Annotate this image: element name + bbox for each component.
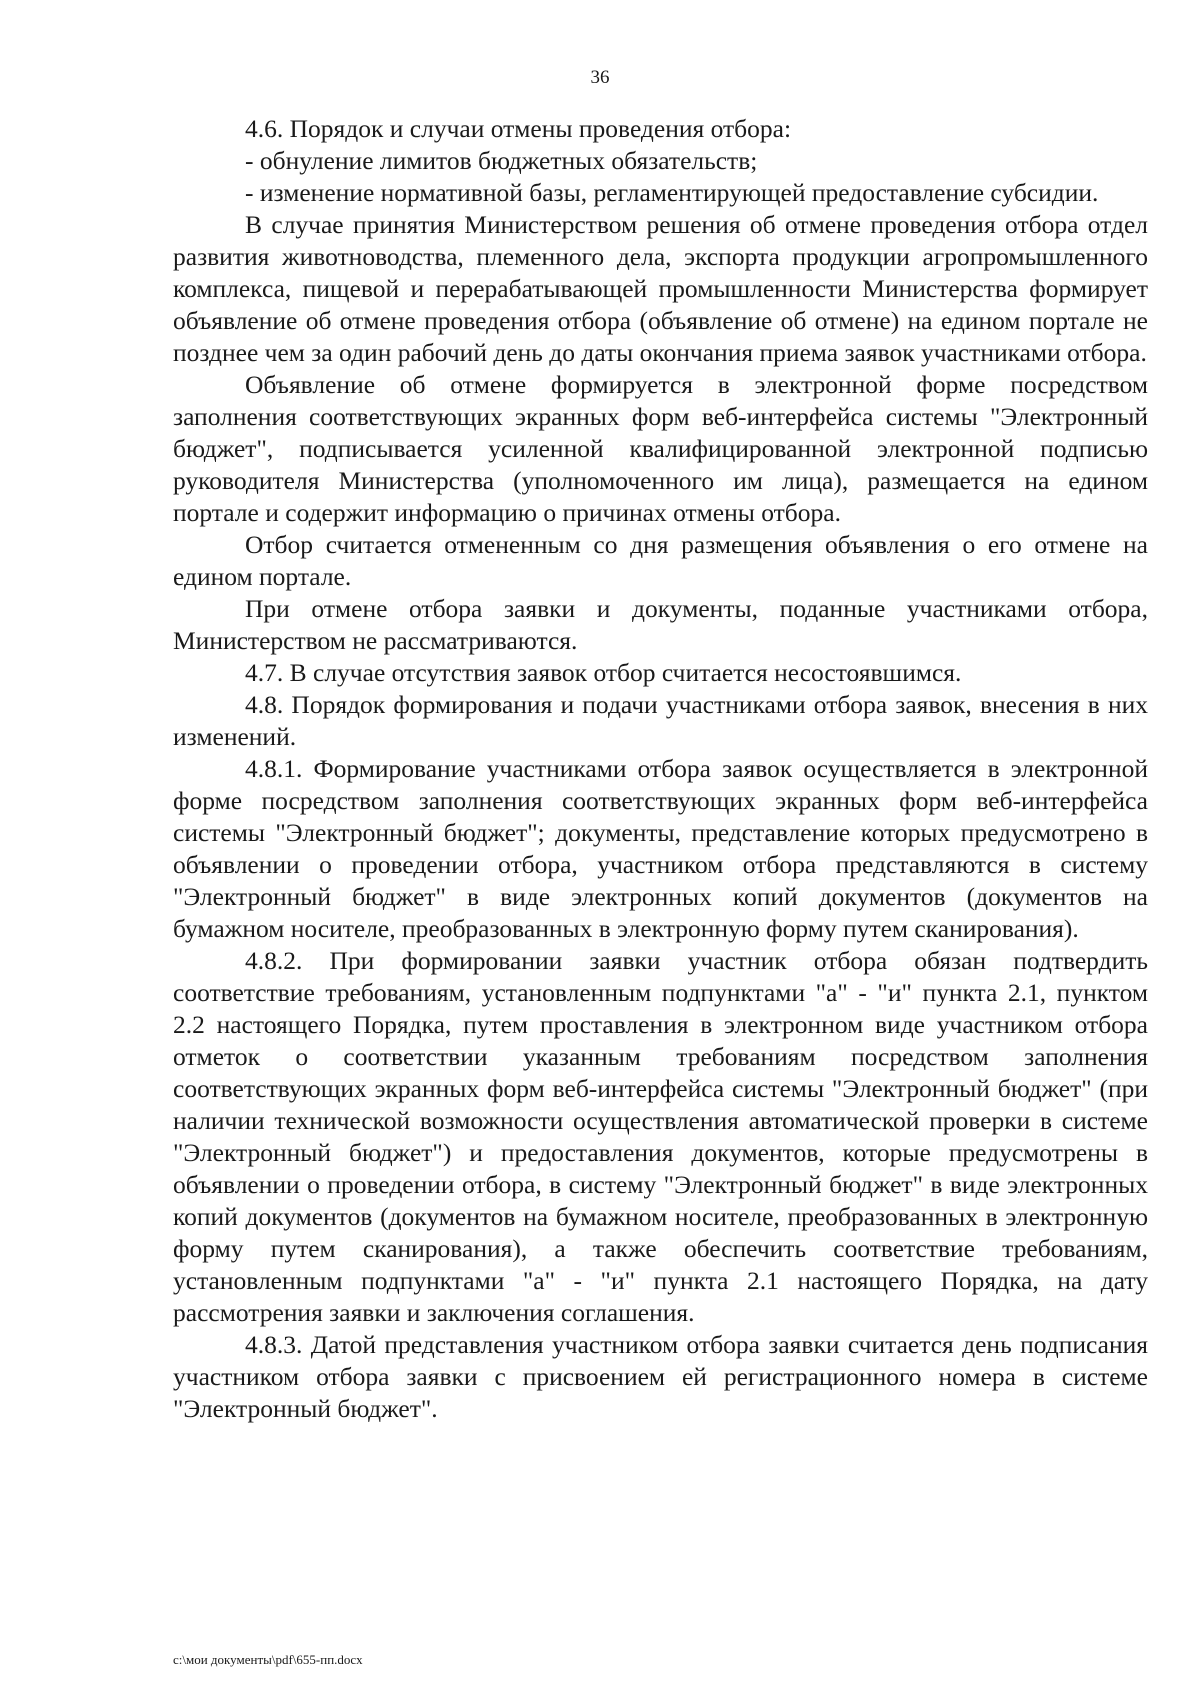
paragraph-4-6: 4.6. Порядок и случаи отмены проведения отбора: (245, 114, 792, 143)
list-item-budget-limits: - обнуление лимитов бюджетных обязательств; (245, 146, 758, 175)
document-body (173, 113, 1148, 1425)
paragraph-4-8: 4.8. Порядок формирования и подачи участниками отбора заявок, внесения в них изменений. (173, 690, 1148, 751)
page-number: 36 (590, 67, 610, 88)
paragraph-4-8-1: 4.8.1. Формирование участниками отбора заявок осуществляется в электронной форме посредством заполнения соответствующих экранных форм веб-интерфейса системы "Электронный бюджет"; документы, представление которых предусмотрено в объявлении о проведении отбора, участником отбора представляются в систему "Электронный бюджет" в виде электронных копий документов (документов на бумажном носителе, преобразованных в электронную форму путем сканирования). (173, 754, 1148, 943)
paragraph-cancel-announcement: Объявление об отмене формируется в электронной форме посредством заполнения соответствующих экранных форм веб-интерфейса системы "Электронный бюджет", подписывается усиленной квалифицированной электронной подписью руководителя Министерства (уполномоченного им лица), размещается на едином портале и содержит информацию о причинах отмены отбора. (173, 370, 1148, 527)
list-item-regulatory-change: - изменение нормативной базы, регламентирующей предоставление субсидии. (245, 178, 1099, 207)
paragraph-cancel-decision: В случае принятия Министерством решения об отмене проведения отбора отдел развития животноводства, племенного дела, экспорта продукции агропромышленного комплекса, пищевой и перерабатывающей промышленности Министерства формирует объявление об отмене проведения отбора (объявление об отмене) на едином портале не позднее чем за один рабочий день до даты окончания приема заявок участниками отбора. (173, 210, 1148, 367)
paragraph-4-7: 4.7. В случае отсутствия заявок отбор считается несостоявшимся. (245, 658, 962, 687)
paragraph-4-8-2: 4.8.2. При формировании заявки участник отбора обязан подтвердить соответствие требованиям, установленным подпунктами "а" - "и" пункта 2.1, пунктом 2.2 настоящего Порядка, путем проставления в электронном виде участником отбора отметок о соответствии указанным требованиям посредством заполнения соответствующих экранных форм веб-интерфейса системы "Электронный бюджет" (при наличии технической возможности осуществления автоматической проверки в системе "Электронный бюджет") и предоставления документов, которые предусмотрены в объявлении о проведении отбора, в систему "Электронный бюджет" в виде электронных копий документов (документов на бумажном носителе, преобразованных в электронную форму путем сканирования), а также обеспечить соответствие требованиям, установленным подпунктами "а" - "и" пункта 2.1 настоящего Порядка, на дату рассмотрения заявки и заключения соглашения. (173, 946, 1148, 1327)
footer-file-path: c:\мои документы\pdf\655-пп.docx (173, 1652, 363, 1667)
paragraph-4-8-3: 4.8.3. Датой представления участником отбора заявки считается день подписания участником отбора заявки с присвоением ей регистрационного номера в системе "Электронный бюджет". (173, 1330, 1148, 1423)
paragraph-selection-cancelled: Отбор считается отмененным со дня размещения объявления о его отмене на едином портале. (173, 530, 1148, 591)
paragraph-applications-not-considered: При отмене отбора заявки и документы, поданные участниками отбора, Министерством не рассматриваются. (173, 594, 1148, 655)
